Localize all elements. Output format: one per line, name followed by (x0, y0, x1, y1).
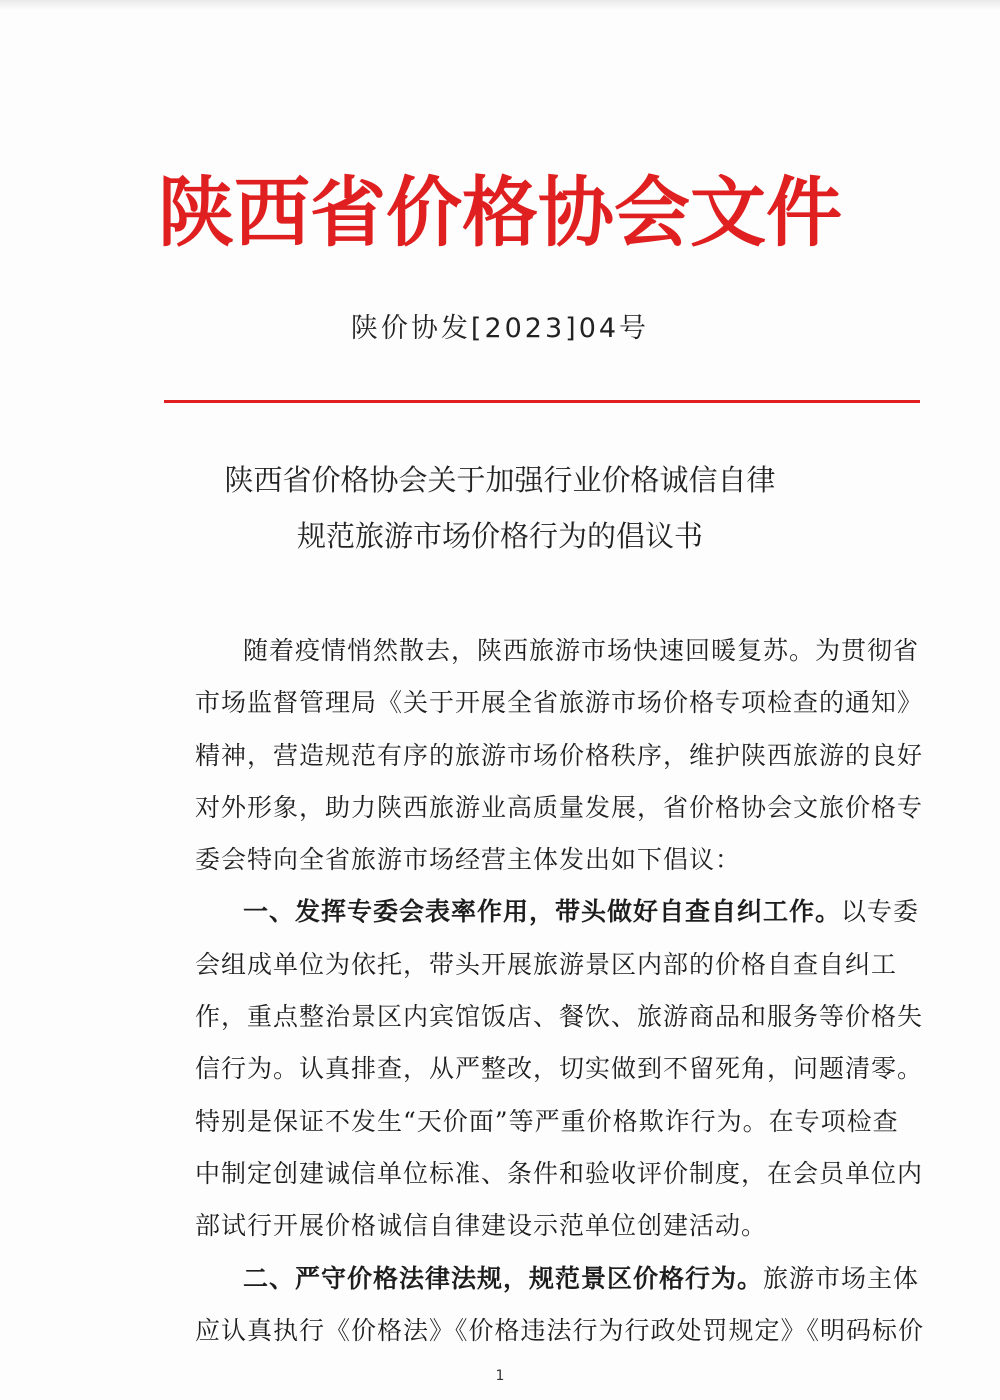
page-number: 1 (495, 1368, 505, 1384)
section-heading-1: 一、发挥专委会表率作用，带头做好自查自纠工作。 (243, 897, 842, 927)
body-line: 随着疫情悄然散去，陕西旅游市场快速回暖复苏。为贯彻省 (243, 636, 920, 665)
body-line: 精神，营造规范有序的旅游市场价格秩序，维护陕西旅游的良好 (195, 740, 924, 770)
document-body (195, 625, 925, 1357)
body-line: 部试行开展价格诚信自律建设示范单位创建活动。 (195, 1211, 768, 1241)
body-line (195, 1253, 920, 1305)
document-title-line-1: 陕西省价格协会关于加强行业价格诚信自律 (224, 463, 776, 497)
header-red-rule (164, 400, 920, 403)
body-line: 特别是保证不发生“天价面”等严重价格欺诈行为。在专项检查 (195, 1106, 899, 1136)
body-line-continuation: 旅游市场主体 (763, 1263, 920, 1293)
body-line: 委会特向全省旅游市场经营主体发出如下倡议： (195, 845, 742, 875)
body-line: 会组成单位为依托，带头开展旅游景区内部的价格自查自纠工 (195, 949, 898, 979)
document-title-line-2: 规范旅游市场价格行为的倡议书 (296, 519, 703, 553)
body-line: 市场监督管理局《关于开展全省旅游市场价格专项检查的通知》 (195, 688, 924, 718)
body-line: 对外形象，助力陕西旅游业高质量发展，省价格协会文旅价格专 (195, 792, 924, 822)
document-number: 陕价协发[2023]04号 (350, 313, 650, 344)
body-line: 信行为。认真排查，从严整改，切实做到不留死角，问题清零。 (195, 1054, 924, 1084)
body-line: 作，重点整治景区内宾馆饭店、餐饮、旅游商品和服务等价格失 (195, 1002, 924, 1032)
body-line: 中制定创建诚信单位标准、条件和验收评价制度，在会员单位内 (195, 1158, 924, 1188)
body-line-continuation: 以专委 (841, 897, 920, 927)
document-header-title: 陕西省价格协会文件 (158, 168, 842, 257)
document-title (0, 452, 1000, 564)
body-line (195, 886, 920, 938)
scan-edge-shadow (0, 0, 1000, 10)
body-line: 应认真执行《价格法》《价格违法行为行政处罚规定》《明码标价 (195, 1315, 925, 1345)
section-heading-2: 二、严守价格法律法规，规范景区价格行为。 (243, 1263, 764, 1293)
